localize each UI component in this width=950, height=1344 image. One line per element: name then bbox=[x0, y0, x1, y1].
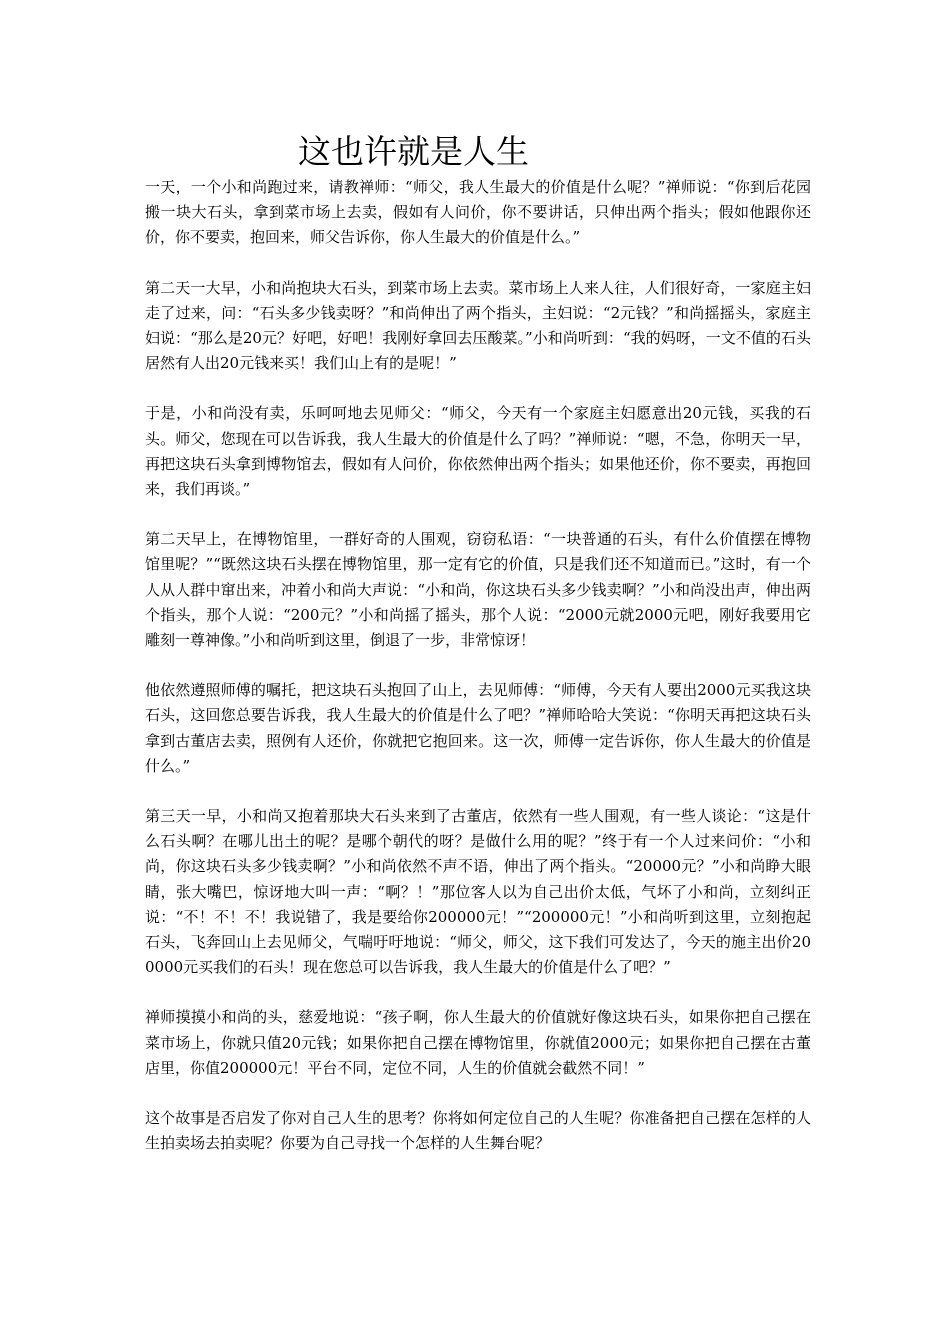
paragraph-6: 第三天一早，小和尚又抱着那块大石头来到了古董店，依然有一些人围观，有一些人谈论：“这是什么石头啊？在哪儿出土的呢？是哪个朝代的呀？是做什么用的呢？”终于有一个人过来问价：“小和尚，你这块石头多少钱卖啊？”小和尚依然不声不语，伸出了两个指头。“20000元？”小和尚睁大眼睛，张大嘴巴，惊讶地大叫一声：“啊？！”那位客人以为自己出价太低，气坏了小和尚，立刻纠正说：“不！不！不！我说错了，我是要给你200000元！”“200000元！”小和尚听到这里，立刻抱起石头，飞奔回山上去见师父，气喘吁吁地说：“师父，师父，这下我们可发达了，今天的施主出价200000元买我们的石头！现在您总可以告诉我，我人生最大的价值是什么了吧？” bbox=[145, 807, 811, 977]
document-title: 这也许就是人生 bbox=[298, 132, 529, 171]
paragraph-2: 第二天一大早，小和尚抱块大石头，到菜市场上去卖。菜市场上人来人往，人们很好奇，一家庭主妇走了过来，问：“石头多少钱卖呀？”和尚伸出了两个指头，主妇说：“2元钱？”和尚摇摇头，家庭主妇说：“那么是20元？好吧，好吧！我刚好拿回去压酸菜。”小和尚听到：“我的妈呀，一文不值的石头居然有人出20元钱来买！我们山上有的是呢！” bbox=[145, 278, 811, 373]
document-body bbox=[145, 175, 811, 1182]
paragraph-5: 他依然遵照师傅的嘱托，把这块石头抱回了山上，去见师傅：“师傅，今天有人要出2000元买我这块石头，这回您总要告诉我，我人生最大的价值是什么了吧？”禅师哈哈大笑说：“你明天再把这块石头拿到古董店去卖，照例有人还价，你就把它抱回来。这一次，师傅一定告诉你，你人生最大的价值是什么。” bbox=[145, 681, 811, 775]
paragraph-1: 一天，一个小和尚跑过来，请教禅师：“师父，我人生最大的价值是什么呢？”禅师说：“你到后花园搬一块大石头，拿到菜市场上去卖，假如有人问价，你不要讲话，只伸出两个指头；假如他跟你还价，你不要卖，抱回来，师父告诉你，你人生最大的价值是什么。” bbox=[145, 178, 811, 247]
paragraph-4: 第二天早上，在博物馆里，一群好奇的人围观，窃窃私语：“一块普通的石头，有什么价值摆在博物馆里呢？”“既然这块石头摆在博物馆里，那一定有它的价值，只是我们还不知道而已。”这时，有一个人从人群中窜出来，冲着小和尚大声说：“小和尚，你这块石头多少钱卖啊？”小和尚没出声，伸出两个指头，那个人说：“200元？”小和尚摇了摇头，那个人说：“2000元就2000元吧，刚好我要用它雕刻一尊神像。”小和尚听到这里，倒退了一步，非常惊讶！ bbox=[145, 530, 811, 650]
paragraph-3: 于是，小和尚没有卖，乐呵呵地去见师父：“师父，今天有一个家庭主妇愿意出20元钱，买我的石头。师父，您现在可以告诉我，我人生最大的价值是什么了吗？”禅师说：“嗯，不急，你明天一早，再把这块石头拿到博物馆去，假如有人问价，你依然伸出两个指头；如果他还价，你不要卖，再抱回来，我们再谈。” bbox=[145, 404, 811, 499]
paragraph-7: 禅师摸摸小和尚的头，慈爱地说：“孩子啊，你人生最大的价值就好像这块石头，如果你把自己摆在菜市场上，你就只值20元钱；如果你把自己摆在博物馆里，你就值2000元；如果你把自己摆在古董店里，你值200000元！平台不同，定位不同，人生的价值就会截然不同！” bbox=[145, 1008, 811, 1077]
paragraph-8: 这个故事是否启发了你对自己人生的思考？你将如何定位自己的人生呢？你准备把自己摆在怎样的人生拍卖场去拍卖呢？你要为自己寻找一个怎样的人生舞台呢？ bbox=[145, 1109, 811, 1153]
